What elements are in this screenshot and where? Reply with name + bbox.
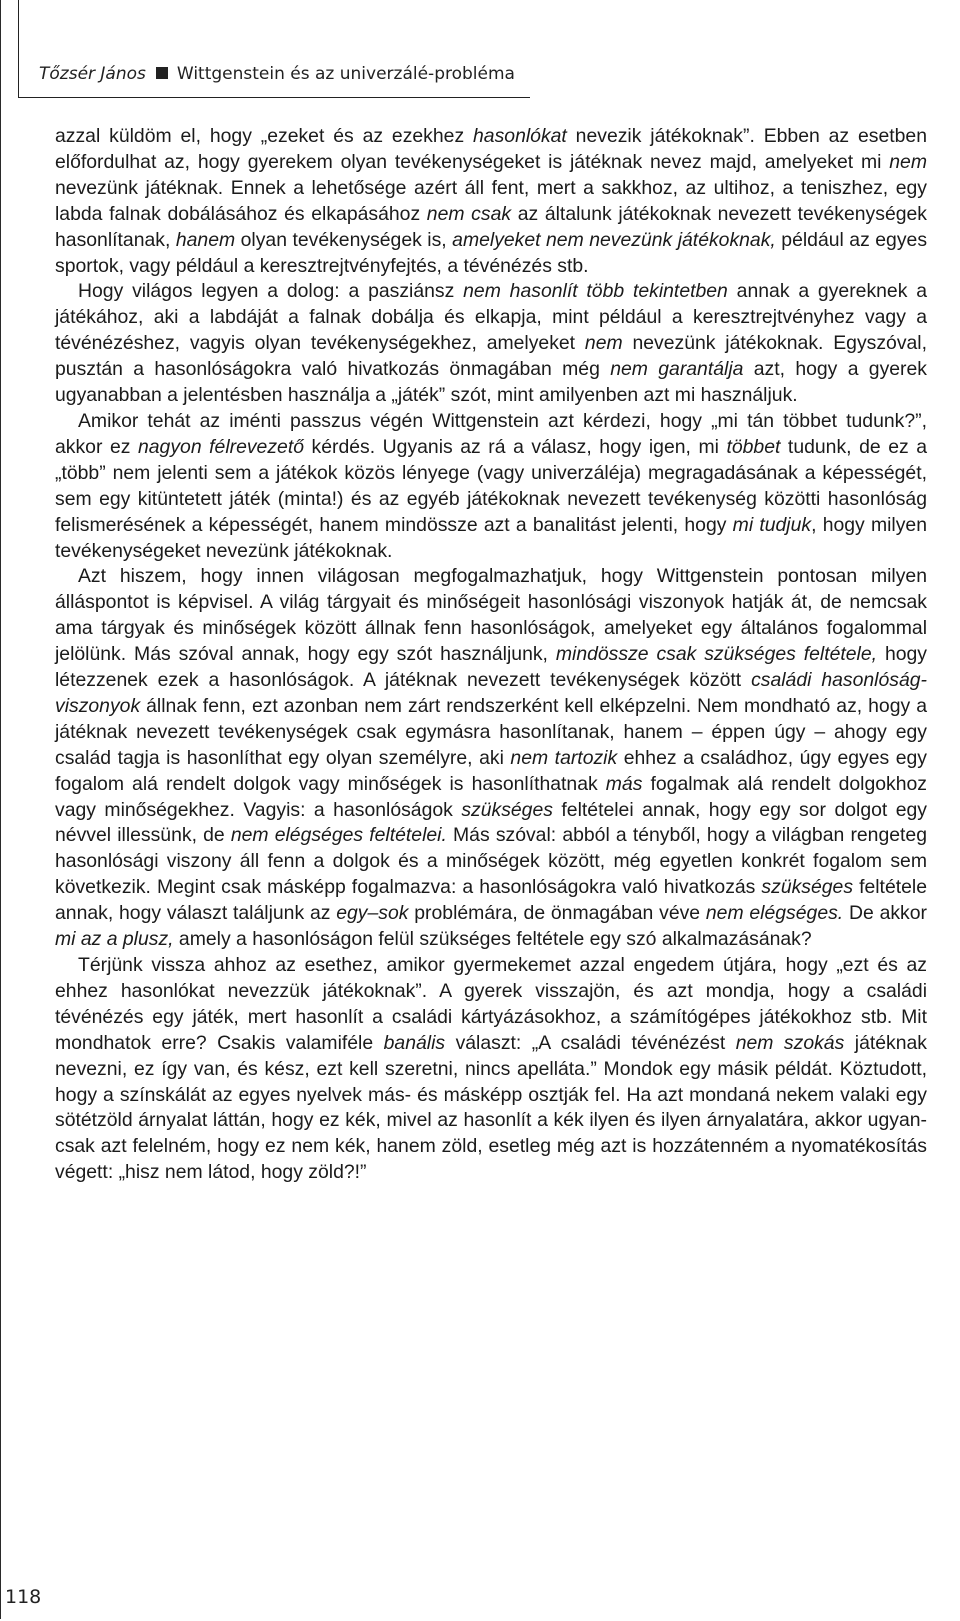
emphasis-text: mi az a plusz, [55, 928, 174, 951]
emphasis-text: nem garantálja [610, 358, 744, 381]
paragraph: Amikor tehát az iménti passzus végén Wittgenstein azt kérdezi, hogy „mi tán többet tudunk?”, akkor ez nagyon félrevezető kérdés. Ugyanis az rá a válasz, hogy igen, mi többet tudunk, de ez a „több” nem jelenti sem a játékok közös lényege (vagy univerzáléja) megragadásának a képességét, sem egy kitüntetett játék (minta!) és az egyéb játékoknak nevezett tevékenység közötti hasonlóság felismerésének a képességét, hanem mindössze azt a banalitást jelenti, hogy mi tudjuk, hogy milyen tevékenységeket nevezünk játékoknak. [55, 409, 927, 562]
emphasis-text: egy–sok [336, 902, 409, 925]
emphasis-text: nem [584, 332, 623, 355]
emphasis-text: családi hasonlóság-viszonyok [55, 669, 927, 717]
emphasis-text: hasonlókat [473, 125, 567, 147]
paragraph: Azt hiszem, hogy innen világosan megfogalmazhatjuk, hogy Wittgenstein pontosan milyen álláspontot is képvisel. A világ tárgyait és minőségeit hasonlósági viszonyok hatják át, de nemcsak ama tárgyak és minőségek között állnak fenn hasonlóságok, amelyeket egy általános fogalommal jelölünk. Más szóval annak, hogy egy szót használjunk, mindössze csak szükséges feltétele, hogy létezzenek ezek a hasonlóságok. A játéknak nevezett tevékenységek között családi hasonlóság-viszonyok állnak fenn, ezt azonban nem zárt rendszerként kell elképzelni. Nem mondható az, hogy a játéknak nevezett tevékenységek csak egymásra hasonlítanak, hanem – éppen úgy – ahogy egy család tagja is hasonlíthat egy olyan személyre, aki nem tartozik ehhez a családhoz, úgy egyes egy fogalom alá rendelt dolgok vagy minőségek is hasonlíthatnak más fogalmak alá rendelt dolgokhoz vagy minőségekhez. Vagyis: a hasonlóságok szükséges feltételei annak, hogy egy sor dolgot egy névvel illessünk, de nem elégséges feltételei. Más szóval: abból a tényből, hogy a világban rengeteg hasonlósági viszony áll fenn a dolgok és a minőségek között, még egyetlen konkrét fogalom sem következik. Megint csak másképp fogalmazva: a hasonlóságokra való hivatkozás szükséges feltétele annak, hogy választ találjunk az egy–sok problémára, de önmagában véve nem elégséges. De akkor mi az a plusz, amely a hasonlóságon felül szükséges feltétele egy szó alkalmazásának? [55, 565, 928, 951]
emphasis-text: többet [726, 435, 781, 458]
paragraph: Hogy világos legyen a dolog: a pasziánsz nem hasonlít több tekintetben annak a gyereknek a játékához, aki a labdáját a falnak dobálja és elkapja, mint például a keresztrejtvényhez vagy a tévénézéshez, vagyis olyan tevékenységekhez, amelyeket nem nevezünk játékoknak. Egyszóval, pusztán a hasonlóságokra való hivatkozás önmagában még nem garantálja azt, hogy a gyerek ugyanabban a jelentésben használja a „játék” szót, mint amilyenben azt mi használjuk. [55, 280, 928, 407]
page-number: 118 [5, 1586, 42, 1608]
header-title: Wittgenstein és az univerzálé-probléma [176, 64, 515, 84]
emphasis-text: nem elégséges feltételei. [230, 824, 447, 847]
paragraph: Térjünk vissza ahhoz az esethez, amikor gyermekemet azzal engedem útjára, hogy „ezt és az ehhez hasonlókat nevezzük játékoknak”. A gyerek visszajön, és azt mondja, hogy a családi tévénézés egy játék, mert hasonlít a családi kártyázásokhoz, a számítógépes játékokhoz stb. Mit mondhatok erre? Csakis valamiféle banális választ: „A családi tévénézést nem szokás játéknak nevezni, ez így van, és kész, ezt kell szeretni, nincs apelláta.” Mondok egy másik példát. Köztudott, hogy a színskálát az egyes nyelvek más- és másképp osztják fel. Ha azt mondaná nekem valaki egy sötétzöld árnyalat láttán, hogy ez kék, mivel az hasonlít a kék ilyen és ilyen árnyalatára, akkor ugyancsak azt felelném, hogy ez nem kék, hanem zöld, esetleg még azt is hozzátenném a nyomatékosítás végett: „hisz nem látod, hogy zöld?!” [55, 954, 927, 1184]
running-header [18, 0, 530, 98]
header-separator-square-icon [156, 67, 168, 79]
emphasis-text: mi tudjuk [732, 513, 812, 536]
emphasis-text: banális [383, 1031, 446, 1054]
paragraph: azzal küldöm el, hogy „ezeket és az ezekhez hasonlókat nevezik játékoknak”. Ebben az esetben előfordulhat az, hogy gyerekem olyan tevékenységeket is játéknak nevez majd, amelyeket mi nem nevezünk játéknak. Ennek a lehetősége azért áll fent, mert a sakkhoz, az ultihoz, a teniszhez, egy labda falnak dobálásához és elkapásához nem csak az általunk játékoknak nevezett tevékenységek hasonlítanak, hanem olyan tevékenységek is, amelyeket nem nevezünk játékoknak, például az egyes sportok, vagy például a keresztrejtvényfejtés, a tévénézés stb. [55, 125, 928, 277]
emphasis-text: más [605, 772, 643, 795]
emphasis-text: szükséges [461, 798, 553, 821]
header-text [39, 64, 515, 84]
emphasis-text: nem szokás [735, 1031, 845, 1054]
emphasis-text: nem hasonlít több tekintetben [463, 280, 728, 303]
emphasis-text: nem tartozik [510, 746, 618, 769]
emphasis-text: nagyon félrevezető [137, 435, 304, 458]
body-text [55, 124, 927, 1186]
emphasis-text: mindössze csak szükséges feltétele, [555, 643, 878, 666]
emphasis-text: amelyeket nem nevezünk játékoknak, [452, 228, 776, 251]
emphasis-text: nem csak [426, 202, 512, 225]
header-author: Tőzsér János [39, 64, 146, 84]
emphasis-text: hanem [175, 228, 236, 251]
emphasis-text: nem elégséges. [705, 902, 844, 925]
emphasis-text: nem [889, 150, 927, 173]
emphasis-text: szükséges [761, 876, 854, 899]
